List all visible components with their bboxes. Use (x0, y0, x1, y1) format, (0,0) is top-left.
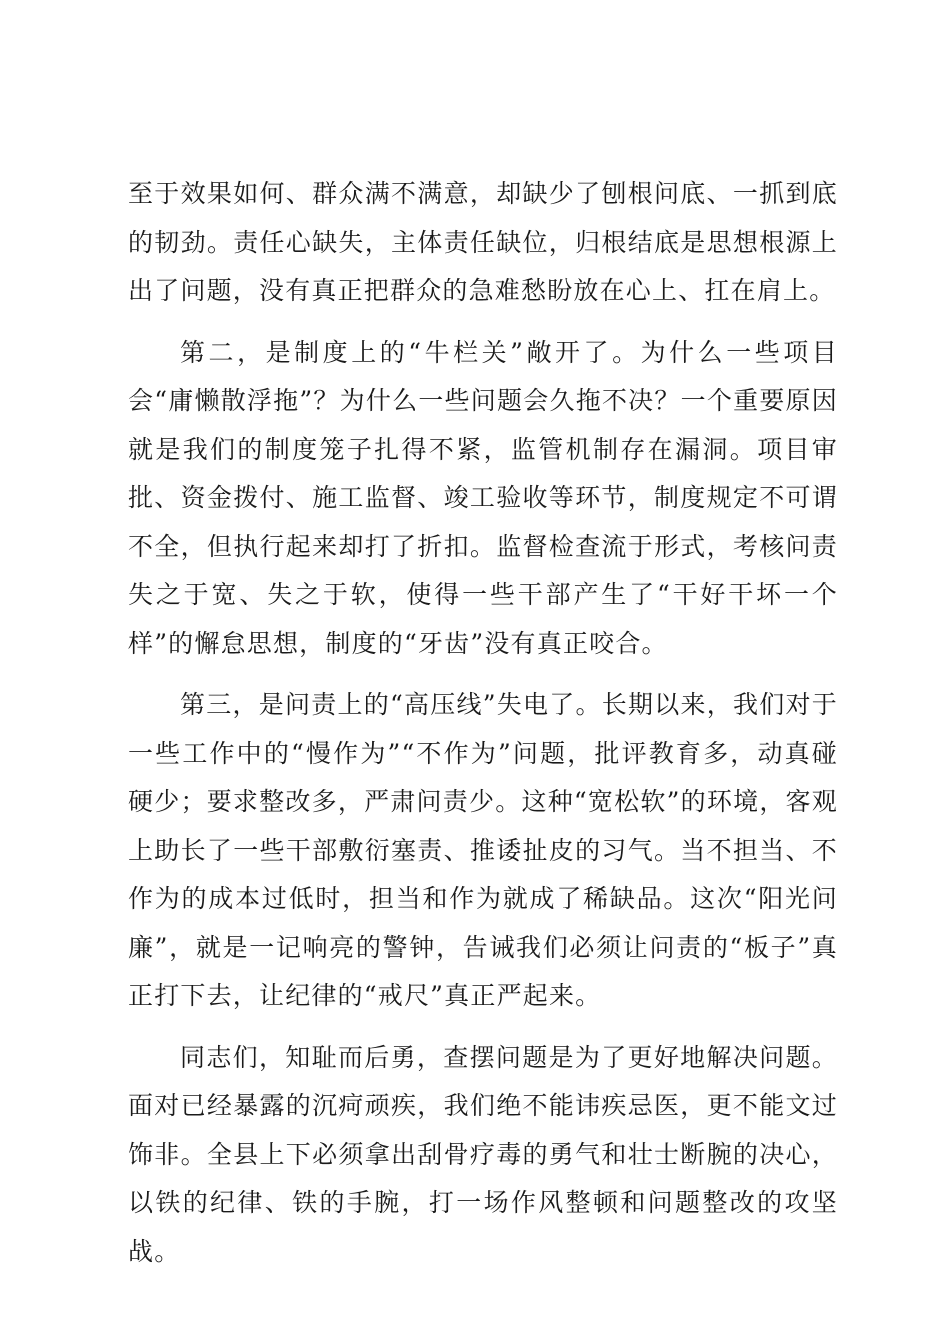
document-body (128, 170, 838, 1276)
paragraph-3: 第三，是问责上的“高压线”失电了。长期以来，我们对于一些工作中的“慢作为”“不作为”问题，批评教育多，动真碰硬少；要求整改多，严肃问责少。这种“宽松软”的环境，客观上助长了一些干部敷衍塞责、推诿扯皮的习气。当不担当、不作为的成本过低时，担当和作为就成了稀缺品。这次“阳光问廉”，就是一记响亮的警钟，告诫我们必须让问责的“板子”真正打下去，让纪律的“戒尺”真正严起来。 (128, 690, 838, 1010)
paragraph-1: 至于效果如何、群众满不满意，却缺少了刨根问底、一抓到底的韧劲。责任心缺失，主体责任缺位，归根结底是思想根源上出了问题，没有真正把群众的急难愁盼放在心上、扛在肩上。 (128, 179, 838, 305)
paragraph-2: 第二，是制度上的“牛栏关”敞开了。为什么一些项目会“庸懒散浮拖”？为什么一些问题会久拖不决？一个重要原因就是我们的制度笼子扎得不紧，监管机制存在漏洞。项目审批、资金拨付、施工监督、竣工验收等环节，制度规定不可谓不全，但执行起来却打了折扣。监督检查流于形式，考核问责失之于宽、失之于软，使得一些干部产生了“干好干坏一个样”的懈怠思想，制度的“牙齿”没有真正咬合。 (128, 337, 838, 658)
paragraph-4: 同志们，知耻而后勇，查摆问题是为了更好地解决问题。面对已经暴露的沉疴顽疾，我们绝不能讳疾忌医，更不能文过饰非。全县上下必须拿出刮骨疗毒的勇气和壮士断腕的决心，以铁的纪律、铁的手腕，打一场作风整顿和问题整改的攻坚战。 (128, 1042, 838, 1266)
